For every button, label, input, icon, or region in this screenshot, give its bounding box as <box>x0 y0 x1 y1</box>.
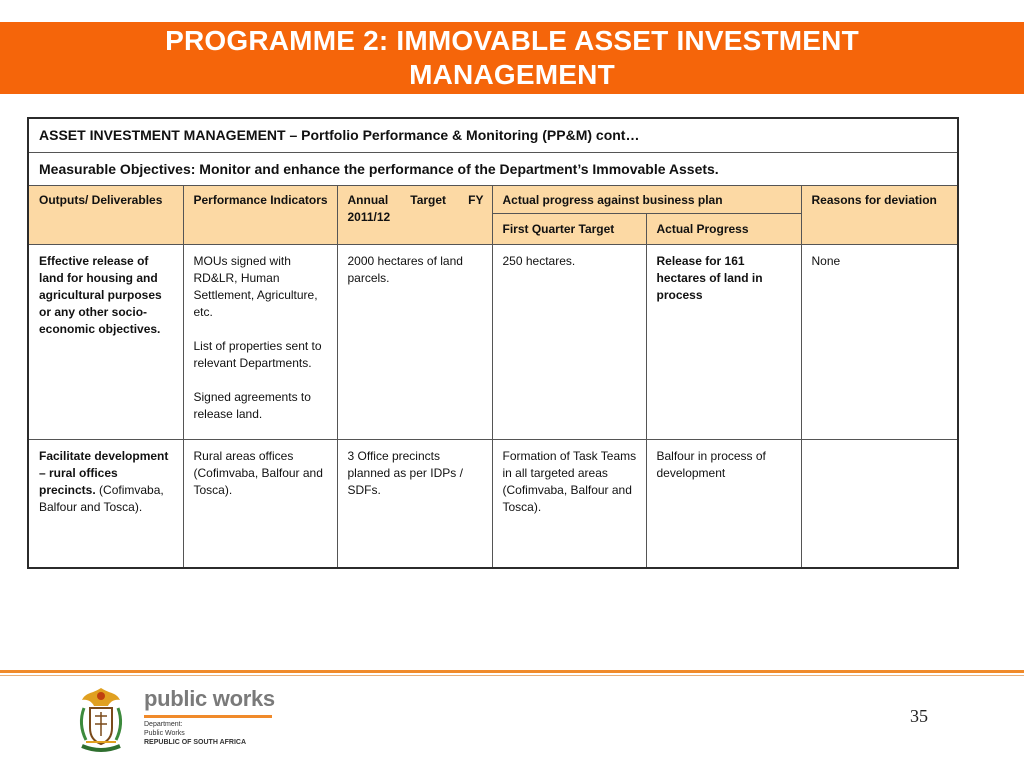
title-bar <box>0 22 1024 94</box>
objectives-row <box>28 153 958 186</box>
row1-actual-progress: Release for 161 hectares of land in process <box>646 245 801 440</box>
header-annual-target: Annual Target FY 2011/12 <box>337 186 492 245</box>
header-indicators: Performance Indicators <box>183 186 337 245</box>
logo-line-3: REPUBLIC OF SOUTH AFRICA <box>144 739 247 746</box>
row2-actual-progress: Balfour in process of development <box>646 440 801 568</box>
row2-annual-target: 3 Office precincts planned as per IDPs / SDFs. <box>337 440 492 568</box>
row1-indicators <box>183 245 337 440</box>
measurable-objectives: Measurable Objectives: Monitor and enhance the performance of the Department’s Immovable Assets. <box>28 153 958 186</box>
footer-divider-thin <box>0 675 1024 676</box>
header-first-quarter-target: First Quarter Target <box>492 214 646 245</box>
row2-output-bold: Facilitate development – rural offices precincts. <box>39 449 169 497</box>
row1-annual-target: 2000 hectares of land parcels. <box>337 245 492 440</box>
logo-line-1: Department: <box>144 721 183 728</box>
header-row <box>28 186 958 214</box>
row1-indicator-3: Signed agreements to release land. <box>193 390 311 421</box>
header-actual-progress-group: Actual progress against business plan <box>492 186 801 214</box>
row2-first-quarter-target: Formation of Task Teams in all targeted areas (Cofimvaba, Balfour and Tosca). <box>492 440 646 568</box>
row1-reasons: None <box>801 245 958 440</box>
page-number: 35 <box>910 706 928 726</box>
logo-text <box>144 686 275 747</box>
logo-name: public works <box>144 686 275 711</box>
performance-table <box>27 117 959 569</box>
footer-divider <box>0 670 1024 673</box>
table-row <box>28 440 958 568</box>
logo-line-2: Public Works <box>144 730 185 737</box>
row2-output <box>28 440 183 568</box>
public-works-logo <box>72 684 284 756</box>
header-reasons: Reasons for deviation <box>801 186 958 245</box>
row2-indicator-1: Rural areas offices (Cofimvaba, Balfour and Tosca). <box>193 449 323 497</box>
header-outputs: Outputs/ Deliverables <box>28 186 183 245</box>
slide-title: PROGRAMME 2: IMMOVABLE ASSET INVESTMENT MANAGEMENT <box>165 25 859 90</box>
table-heading: ASSET INVESTMENT MANAGEMENT – Portfolio Performance & Monitoring (PP&M) cont… <box>28 118 958 153</box>
row1-indicator-2: List of properties sent to relevant Departments. <box>193 339 322 370</box>
row1-first-quarter-target: 250 hectares. <box>492 245 646 440</box>
row1-output: Effective release of land for housing and agricultural purposes or any other socio-economic objectives. <box>28 245 183 440</box>
row2-reasons <box>801 440 958 568</box>
row1-indicator-1: MOUs signed with RD&LR, Human Settlement, Agriculture, etc. <box>193 254 318 319</box>
table-row <box>28 245 958 440</box>
row2-output-plain: (Cofimvaba, Balfour and Tosca). <box>39 483 164 514</box>
logo-accent-bar <box>144 715 272 718</box>
header-actual-progress: Actual Progress <box>646 214 801 245</box>
table-heading-row <box>28 118 958 153</box>
row2-indicators <box>183 440 337 568</box>
coat-of-arms-icon <box>72 684 130 756</box>
